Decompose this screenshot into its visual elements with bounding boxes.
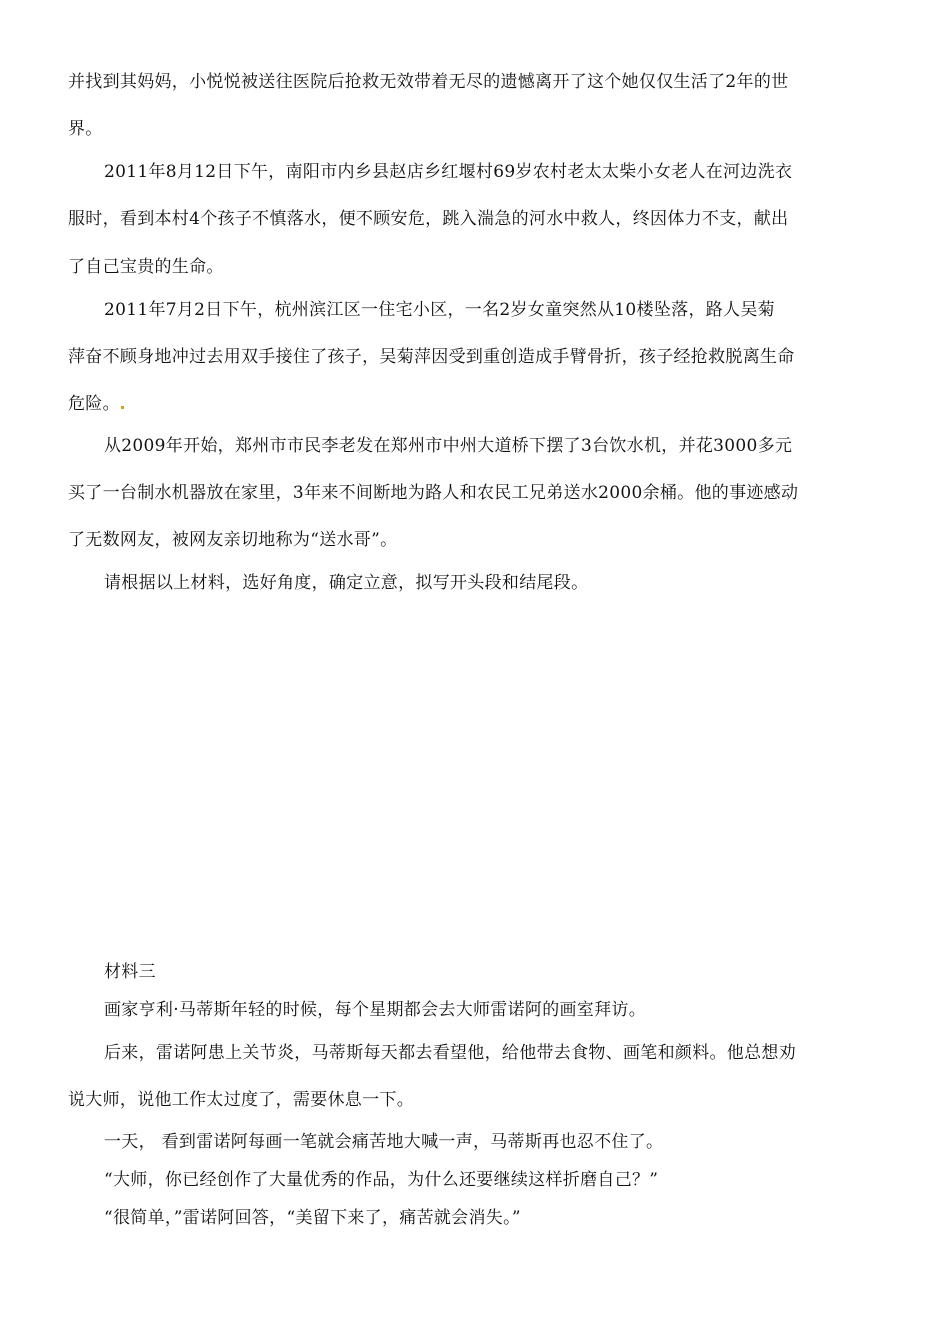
text-line: 2011年7月2日下午，杭州滨江区一住宅小区，一名2岁女童突然从10楼坠落，路人吴菊 <box>104 300 775 320</box>
text-line: 后来，雷诺阿患上关节炎，马蒂斯每天都去看望他，给他带去食物、画笔和颜料。他总想劝 <box>104 1043 796 1063</box>
text-line: 从2009年开始，郑州市市民李老发在郑州市中州大道桥下摆了3台饮水机，并花3000多元 <box>104 436 793 456</box>
text-line: 了自己宝贵的生命。 <box>68 257 224 277</box>
text-span: 危险。 <box>68 394 120 414</box>
text-line: 并找到其妈妈，小悦悦被送往医院后抢救无效带着无尽的遗憾离开了这个她仅仅生活了2年的世 <box>68 72 789 92</box>
text-line: 界。 <box>68 119 103 139</box>
text-line: 2011年8月12日下午，南阳市内乡县赵店乡红堰村69岁农村老太太柴小女老人在河边洗衣 <box>104 162 793 182</box>
text-line <box>68 392 125 416</box>
text-line: 画家亨利·马蒂斯年轻的时候，每个星期都会去大师雷诺阿的画室拜访。 <box>104 1000 647 1020</box>
text-line: 了无数网友，被网友亲切地称为“送水哥”。 <box>68 530 398 550</box>
text-line: 服时，看到本村4个孩子不慎落水，便不顾安危，跳入湍急的河水中救人，终因体力不支，献出 <box>68 209 789 229</box>
text-line: 萍奋不顾身地冲过去用双手接住了孩子，吴菊萍因受到重创造成手臂骨折，孩子经抢救脱离生命 <box>68 347 795 367</box>
text-line: “很简单，”雷诺阿回答，“美留下来了，痛苦就会消失。” <box>104 1208 521 1228</box>
prompt-line: 请根据以上材料，选好角度，确定立意，拟写开头段和结尾段。 <box>104 573 589 593</box>
mark-dot <box>121 406 124 409</box>
text-line: 一天， 看到雷诺阿每画一笔就会痛苦地大喊一声，马蒂斯再也忍不住了。 <box>104 1132 664 1152</box>
section-heading: 材料三 <box>104 962 156 982</box>
text-line: 说大师，说他工作太过度了，需要休息一下。 <box>68 1090 414 1110</box>
text-line: 买了一台制水机器放在家里，3年来不间断地为路人和农民工兄弟送水2000余桶。他的事迹感动 <box>68 483 799 503</box>
text-line: “大师，你已经创作了大量优秀的作品，为什么还要继续这样折磨自己？” <box>104 1170 659 1190</box>
